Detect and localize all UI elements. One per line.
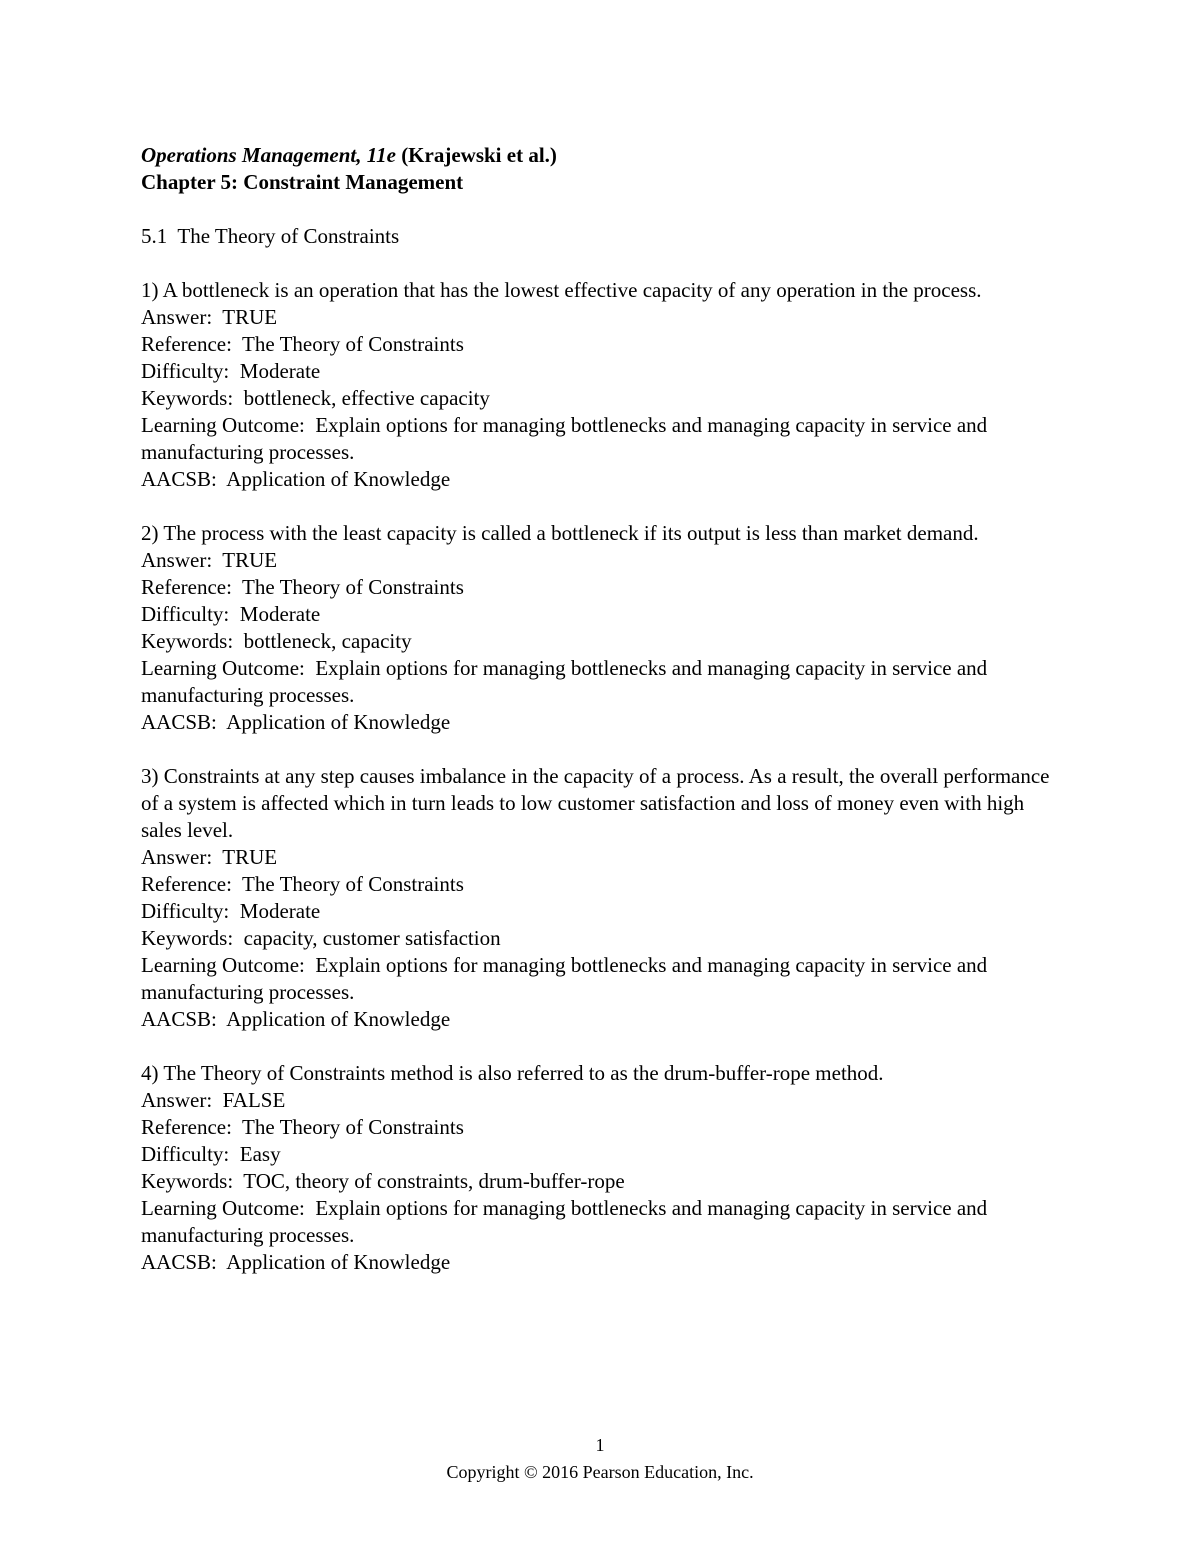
question-text: 2) The process with the least capacity is called a bottleneck if its output is less than market demand.	[141, 521, 979, 545]
aacsb-line: AACSB: Application of Knowledge	[141, 1007, 451, 1031]
question-block	[141, 763, 1061, 1033]
aacsb-line: AACSB: Application of Knowledge	[141, 1250, 451, 1274]
difficulty-line: Difficulty: Easy	[141, 1142, 281, 1166]
book-title: Operations Management, 11e	[141, 143, 396, 167]
difficulty-line: Difficulty: Moderate	[141, 359, 321, 383]
question-block	[141, 1060, 1061, 1276]
aacsb-line: AACSB: Application of Knowledge	[141, 467, 451, 491]
answer-line: Answer: TRUE	[141, 305, 278, 329]
question-block	[141, 520, 1061, 736]
keywords-line: Keywords: capacity, customer satisfaction	[141, 926, 501, 950]
question-text: 3) Constraints at any step causes imbalance in the capacity of a process. As a result, the overall performance of a system is affected which in turn leads to low customer satisfaction and loss of money even with high sales level.	[141, 764, 1050, 842]
question-text: 4) The Theory of Constraints method is also referred to as the drum-buffer-rope method.	[141, 1061, 884, 1085]
document-body	[141, 142, 1061, 1276]
spacer	[141, 736, 1061, 763]
reference-line: Reference: The Theory of Constraints	[141, 332, 464, 356]
learning-outcome-line: Learning Outcome: Explain options for managing bottlenecks and managing capacity in service and manufacturing processes.	[141, 953, 993, 1004]
spacer	[141, 196, 1061, 223]
learning-outcome-line: Learning Outcome: Explain options for managing bottlenecks and managing capacity in service and manufacturing processes.	[141, 656, 993, 707]
book-authors: (Krajewski et al.)	[395, 143, 557, 167]
reference-line: Reference: The Theory of Constraints	[141, 575, 464, 599]
spacer	[141, 1033, 1061, 1060]
learning-outcome-line: Learning Outcome: Explain options for managing bottlenecks and managing capacity in service and manufacturing processes.	[141, 413, 993, 464]
reference-line: Reference: The Theory of Constraints	[141, 872, 464, 896]
keywords-line: Keywords: bottleneck, effective capacity	[141, 386, 490, 410]
section-heading: 5.1 The Theory of Constraints	[141, 224, 400, 248]
keywords-line: Keywords: TOC, theory of constraints, drum-buffer-rope	[141, 1169, 625, 1193]
question-text: 1) A bottleneck is an operation that has the lowest effective capacity of any operation in the process.	[141, 278, 982, 302]
difficulty-line: Difficulty: Moderate	[141, 602, 321, 626]
book-title-line	[141, 142, 1061, 169]
spacer	[141, 250, 1061, 277]
page-number: 1	[595, 1435, 605, 1455]
answer-line: Answer: TRUE	[141, 845, 278, 869]
answer-line: Answer: TRUE	[141, 548, 278, 572]
aacsb-line: AACSB: Application of Knowledge	[141, 710, 451, 734]
keywords-line: Keywords: bottleneck, capacity	[141, 629, 412, 653]
answer-line: Answer: FALSE	[141, 1088, 286, 1112]
copyright-notice: Copyright © 2016 Pearson Education, Inc.	[446, 1462, 754, 1482]
spacer	[141, 493, 1061, 520]
learning-outcome-line: Learning Outcome: Explain options for managing bottlenecks and managing capacity in service and manufacturing processes.	[141, 1196, 993, 1247]
reference-line: Reference: The Theory of Constraints	[141, 1115, 464, 1139]
question-block	[141, 277, 1061, 493]
chapter-title: Chapter 5: Constraint Management	[141, 170, 464, 194]
difficulty-line: Difficulty: Moderate	[141, 899, 321, 923]
